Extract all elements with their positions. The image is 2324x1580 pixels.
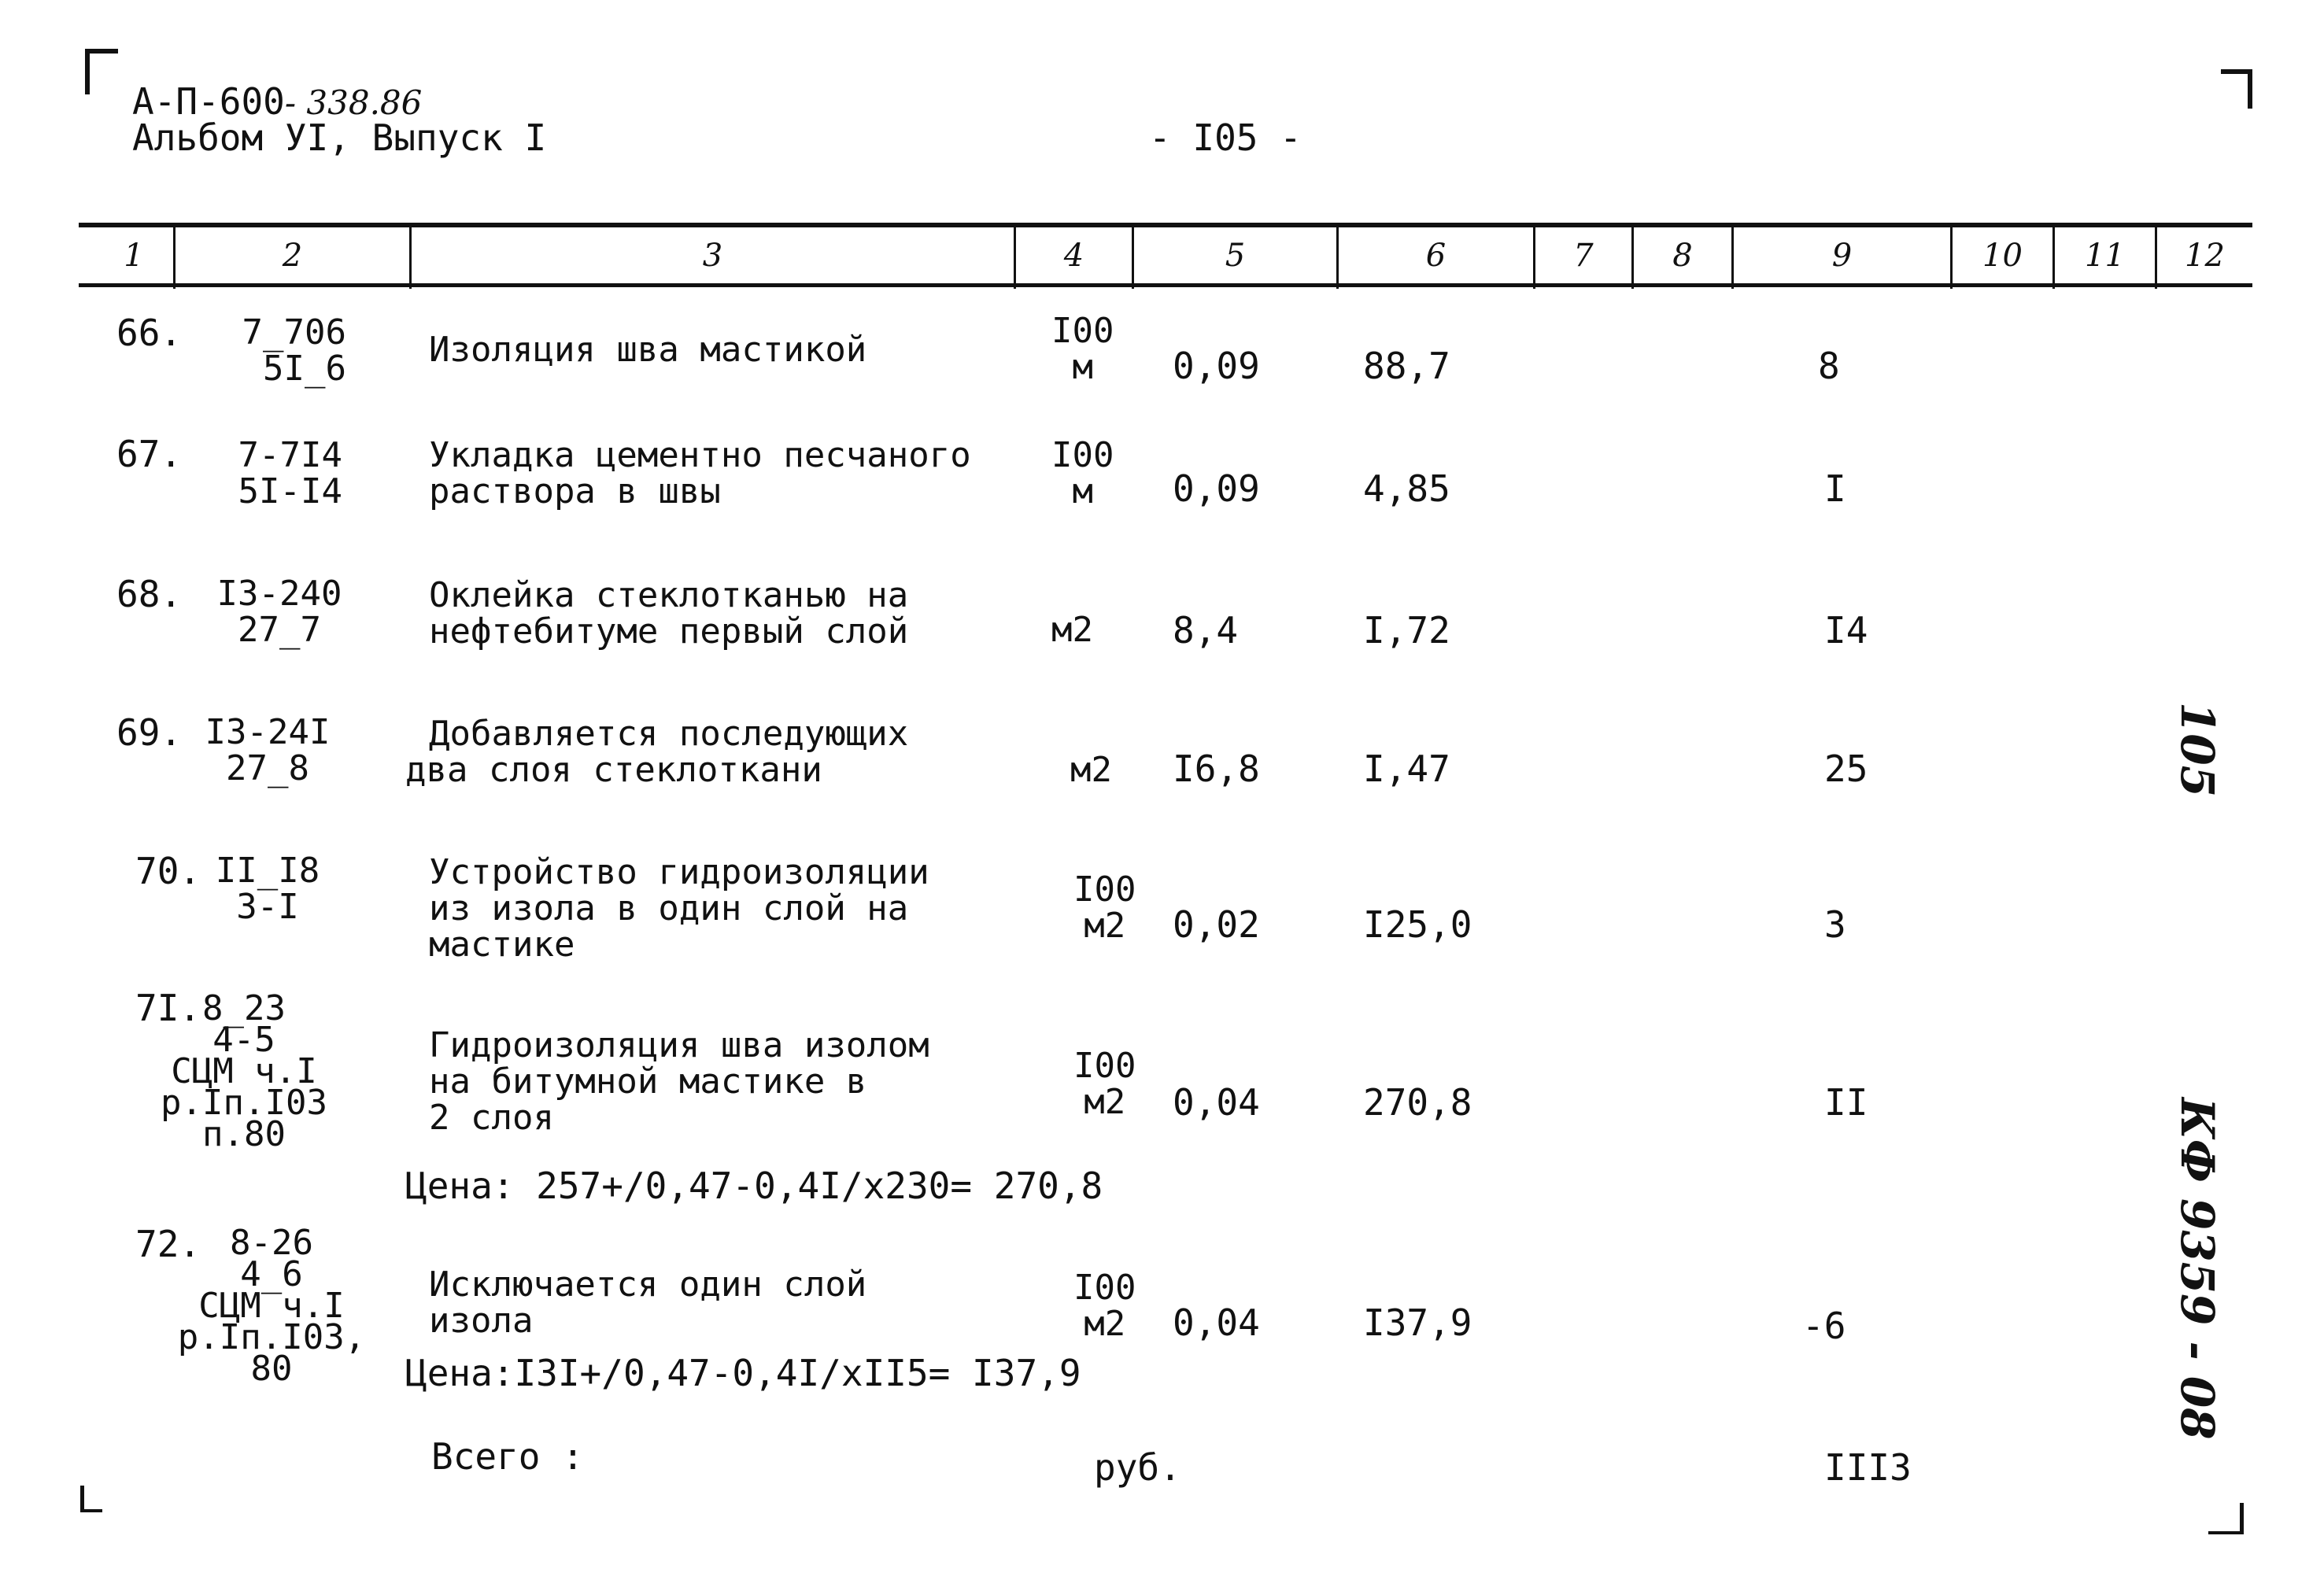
row-total: -6 — [1802, 1305, 1846, 1347]
row-quantity: 0,09 — [1173, 345, 1260, 387]
corner-mark-top-left-h — [85, 49, 118, 54]
page-number: - I05 - — [1149, 116, 1302, 159]
column-number: 3 — [702, 238, 723, 274]
document-code-suffix: - 338.86 — [284, 83, 423, 122]
row-total: 8 — [1818, 345, 1840, 387]
unit-line: м2 — [1070, 750, 1112, 790]
code-line: 8-26 — [230, 1223, 313, 1263]
description-line: Добавляется последующих — [429, 714, 909, 754]
column-number: 9 — [1831, 238, 1853, 274]
code-line: 80 — [250, 1349, 293, 1389]
description-line: Изоляция шва мастикой — [429, 330, 867, 370]
code-line: II_I8 — [215, 851, 320, 891]
unit-line: I00 — [1051, 435, 1114, 475]
row-total: I — [1824, 467, 1846, 510]
row-unit — [1051, 437, 1114, 510]
row-unit-price: I37,9 — [1363, 1301, 1472, 1344]
column-number: 8 — [1672, 238, 1693, 274]
row-code — [153, 988, 334, 1154]
code-line: 8_23 — [202, 988, 286, 1028]
price-calculation: Цена:I3I+/0,47-0,4I/хII5= I37,9 — [405, 1352, 1081, 1394]
column-number: 6 — [1425, 238, 1446, 274]
row-unit-price: I25,0 — [1363, 903, 1472, 946]
row-unit-price: 4,85 — [1363, 467, 1450, 510]
row-number: 66. — [116, 312, 183, 354]
row-quantity: I6,8 — [1173, 748, 1260, 790]
description-line: 2 слоя — [429, 1098, 554, 1138]
total-value: III3 — [1824, 1446, 1912, 1489]
row-code — [212, 576, 346, 648]
corner-mark-top-right — [2248, 69, 2252, 109]
corner-mark-bottom-left — [80, 1486, 84, 1512]
code-line: I3-240 — [216, 574, 342, 614]
column-number: 2 — [282, 238, 303, 274]
description-line: мастике — [429, 925, 575, 965]
row-description — [429, 852, 929, 965]
total-label: Всего : — [431, 1435, 584, 1478]
description-line: из изола в один слой на — [429, 888, 909, 928]
album-title: Альбом УI, Выпуск I — [132, 116, 547, 159]
row-code — [236, 312, 346, 389]
corner-mark-top-left — [85, 49, 90, 94]
unit-line: м — [1072, 471, 1093, 511]
row-description — [405, 716, 908, 788]
row-unit — [1073, 869, 1136, 946]
row-description — [429, 332, 866, 368]
row-quantity: 0,09 — [1173, 467, 1260, 510]
code-line: п.80 — [202, 1114, 286, 1154]
row-unit — [1073, 1270, 1136, 1342]
row-code — [209, 853, 327, 925]
side-page-number: 105 — [2171, 702, 2224, 798]
code-line: 5I-I4 — [238, 471, 342, 511]
description-line: нефтебитуме первый слой — [429, 611, 909, 652]
row-unit — [1070, 752, 1112, 788]
code-line: 7_706 — [242, 312, 346, 353]
code-line: 3-I — [236, 887, 299, 927]
row-quantity: 0,04 — [1173, 1081, 1260, 1124]
row-quantity: 0,04 — [1173, 1301, 1260, 1344]
code-line: 5I_6 — [263, 349, 346, 389]
header-rule-top — [79, 223, 2252, 227]
description-line: на битумной мастике в — [429, 1061, 867, 1102]
code-line: р.Iп.I03 — [161, 1083, 327, 1123]
row-description — [429, 1025, 929, 1138]
description-line: раствора в швы — [429, 471, 721, 511]
row-unit-price: 88,7 — [1363, 345, 1450, 387]
unit-line: м — [1072, 347, 1093, 387]
column-number: 1 — [124, 238, 144, 274]
code-line: 4-5 — [212, 1020, 275, 1060]
row-quantity: 8,4 — [1173, 609, 1239, 652]
total-currency: руб. — [1094, 1446, 1181, 1489]
unit-line: I00 — [1051, 311, 1114, 351]
row-total: 25 — [1824, 748, 1868, 790]
row-number: 70. — [135, 850, 201, 892]
description-line: Устройство гидроизоляции — [429, 852, 929, 892]
description-line: Оклейка стеклотканью на — [429, 575, 909, 615]
row-total: II — [1824, 1081, 1868, 1124]
row-number: 68. — [116, 573, 183, 615]
unit-line: м2 — [1051, 610, 1093, 650]
unit-line: I00 — [1073, 1046, 1136, 1086]
row-quantity: 0,02 — [1173, 903, 1260, 946]
document-code-prefix: А-П-600 — [132, 80, 285, 123]
description-line: Укладка цементно песчаного — [429, 435, 971, 475]
unit-line: м2 — [1084, 1082, 1126, 1122]
row-unit-price: I,47 — [1363, 748, 1450, 790]
column-number: 7 — [1573, 238, 1594, 274]
column-number: 11 — [2085, 238, 2125, 274]
corner-mark-bottom-right — [2240, 1503, 2244, 1534]
corner-mark-top-right-h — [2221, 69, 2252, 74]
row-number: 7I. — [135, 987, 201, 1029]
price-calculation: Цена: 257+/0,47-0,4I/х230= 270,8 — [405, 1165, 1103, 1207]
corner-mark-bottom-left-h — [80, 1509, 102, 1512]
column-number: 4 — [1063, 238, 1084, 274]
row-description — [429, 1264, 867, 1341]
row-unit-price: I,72 — [1363, 609, 1450, 652]
unit-line: м2 — [1084, 906, 1126, 946]
code-line: 4_6 — [240, 1254, 303, 1294]
description-line: Гидроизоляция шва изолом — [429, 1025, 929, 1065]
row-unit — [1051, 313, 1114, 386]
row-unit — [1051, 612, 1093, 648]
description-line: Исключается один слой — [429, 1264, 867, 1305]
code-line: р.Iп.I03, — [177, 1317, 366, 1357]
unit-line: I00 — [1073, 869, 1136, 910]
row-unit-price: 270,8 — [1363, 1081, 1472, 1124]
corner-mark-bottom-right-h — [2208, 1531, 2244, 1534]
code-line: СЦМ ч.I — [171, 1051, 317, 1091]
unit-line: I00 — [1073, 1268, 1136, 1308]
row-description — [429, 437, 971, 510]
code-line: 27_8 — [226, 748, 309, 788]
row-total: 3 — [1824, 903, 1846, 946]
code-line: 27_7 — [238, 610, 321, 650]
unit-line: м2 — [1084, 1304, 1126, 1344]
code-line: I3-24I — [205, 712, 331, 752]
column-number: 12 — [2185, 238, 2225, 274]
row-number: 67. — [116, 433, 183, 475]
row-description — [429, 575, 909, 652]
row-number: 72. — [135, 1223, 201, 1265]
side-document-code: КФ 9359 - 08 — [2171, 1098, 2224, 1440]
description-line: два слоя стеклоткани — [405, 750, 822, 790]
row-unit — [1073, 1048, 1136, 1120]
row-total: I4 — [1824, 609, 1868, 652]
column-number: 10 — [1982, 238, 2023, 274]
code-line: СЦМ ч.I — [198, 1286, 345, 1326]
row-code — [201, 714, 334, 787]
row-code — [220, 437, 342, 510]
row-number: 69. — [116, 711, 183, 754]
column-number: 5 — [1225, 238, 1246, 274]
description-line: изола — [429, 1301, 534, 1341]
header-rule-bottom — [79, 283, 2252, 287]
code-line: 7-7I4 — [238, 435, 342, 475]
